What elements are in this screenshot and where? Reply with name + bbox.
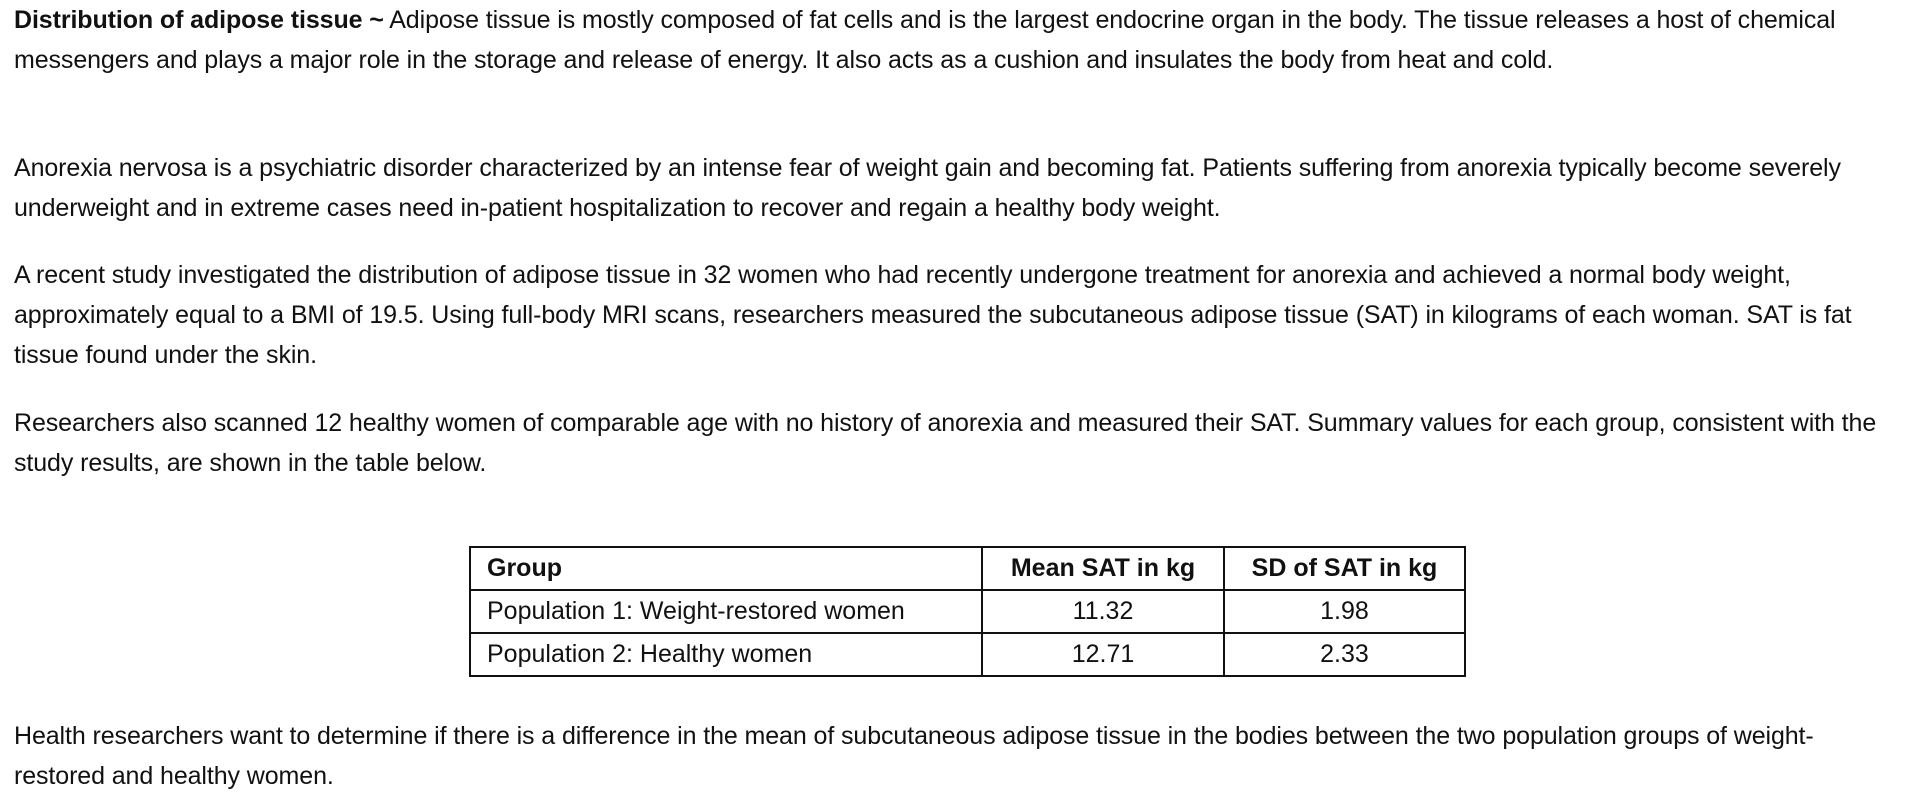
study-paragraph: A recent study investigated the distribution of adipose tissue in 32 women who had recently undergone treatment for anorexia and achieved a normal body weight, approximately equal to a BMI of 19.5. Using full-body MRI scans, researchers measured the subcutaneous adipose tissue (SAT) in kilograms of each woman. SAT is fat tissue found under the skin. [14,261,1852,369]
header-mean-sat: Mean SAT in kg [982,547,1224,590]
row-group-cell: Population 1: Weight-restored women [470,590,982,633]
header-group: Group [470,547,982,590]
row-sd-cell: 1.98 [1224,590,1465,633]
closing-paragraph: Health researchers want to determine if there is a difference in the mean of subcutaneous adipose tissue in the bodies between the two population groups of weight-restored and healthy women. [14,722,1814,790]
row-mean-cell: 12.71 [982,633,1224,676]
table-row [470,590,1465,633]
row-sd-cell: 2.33 [1224,633,1465,676]
table-row [470,633,1465,676]
healthy-women-paragraph: Researchers also scanned 12 healthy women of comparable age with no history of anorexia and measured their SAT. Summary values for each group, consistent with the study results, are shown in the table below. [14,409,1877,477]
intro-heading: Distribution of adipose tissue ~ [14,6,384,34]
intro-paragraph [14,0,1904,80]
anorexia-paragraph: Anorexia nervosa is a psychiatric disorder characterized by an intense fear of weight gain and becoming fat. Patients suffering from anorexia typically become severely underweight and in extreme cases need in-patient hospitalization to recover and regain a healthy body weight. [14,154,1841,222]
summary-table-container [469,546,1466,677]
intro-text: Adipose tissue is mostly composed of fat cells and is the largest endocrine organ in the body. The tissue releases a host of chemical messengers and plays a major role in the storage and release of energy. It also acts as a cushion and insulates the body from heat and cold. [14,6,1836,74]
header-sd-sat: SD of SAT in kg [1224,547,1465,590]
table-header-row [470,547,1465,590]
row-group-cell: Population 2: Healthy women [470,633,982,676]
row-mean-cell: 11.32 [982,590,1224,633]
summary-table [469,546,1466,677]
